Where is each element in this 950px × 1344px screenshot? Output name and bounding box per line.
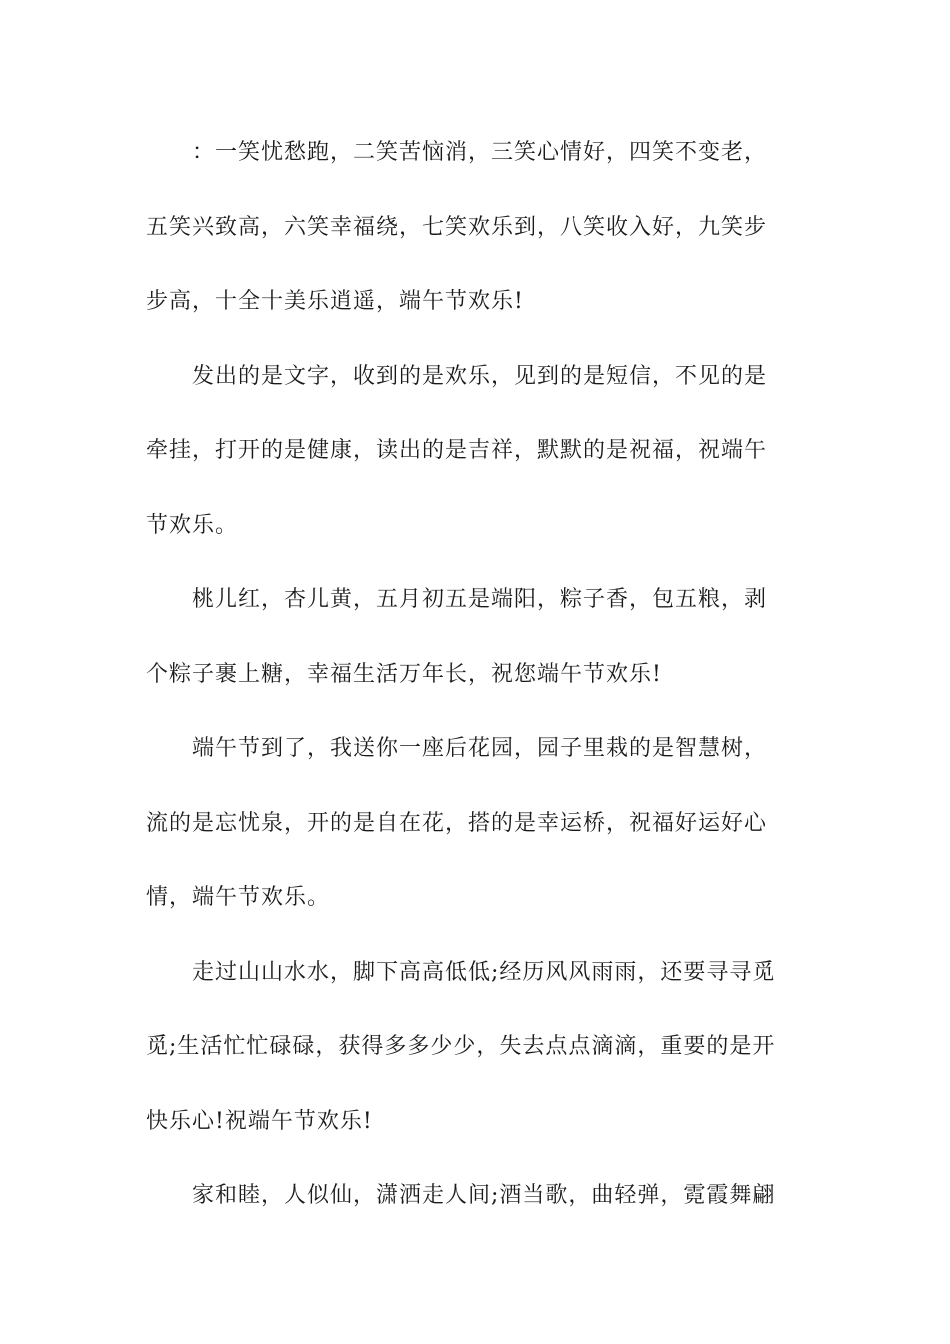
paragraph-line: 走过山山水水，脚下高高低低;经历风风雨雨，还要寻寻觅	[192, 959, 776, 985]
paragraph-line: 牵挂，打开的是健康，读出的是吉祥，默默的是祝福，祝端午	[146, 438, 768, 463]
paragraph-4	[146, 727, 814, 951]
paragraph-1	[146, 131, 814, 355]
paragraph-line: 发出的是文字，收到的是欢乐，见到的是短信，不见的是	[192, 363, 768, 389]
paragraph-line: 快乐心!祝端午节欢乐!	[146, 1108, 373, 1134]
paragraph-line: ：一笑忧愁跑，二笑苦恼消，三笑心情好，四笑不变老，	[192, 140, 768, 165]
paragraph-line: 家和睦，人似仙，潇洒走人间;酒当歌，曲轻弹，霓霞舞翩	[192, 1183, 776, 1208]
paragraph-line: 个粽子裹上糖，幸福生活万年长，祝您端午节欢乐!	[146, 661, 662, 687]
document-body	[146, 131, 814, 1249]
paragraph-line: 流的是忘忧泉，开的是自在花，搭的是幸运桥，祝福好运好心	[146, 810, 768, 836]
paragraph-5	[146, 951, 814, 1175]
paragraph-line: 端午节到了，我送你一座后花园，园子里栽的是智慧树，	[192, 736, 768, 761]
paragraph-line: 情，端午节欢乐。	[146, 885, 331, 910]
paragraph-3	[146, 578, 814, 727]
paragraph-line: 步高，十全十美乐逍遥，端午节欢乐!	[146, 289, 524, 314]
paragraph-line: 桃儿红，杏儿黄，五月初五是端阳，粽子香，包五粮，剥	[192, 587, 768, 612]
paragraph-line: 节欢乐。	[146, 512, 239, 538]
paragraph-line: 五笑兴致高，六笑幸福绕，七笑欢乐到，八笑收入好，九笑步	[146, 214, 768, 240]
paragraph-6	[146, 1174, 814, 1249]
paragraph-2	[146, 355, 814, 579]
paragraph-line: 觅;生活忙忙碌碌，获得多多少少，失去点点滴滴，重要的是开	[146, 1034, 776, 1059]
